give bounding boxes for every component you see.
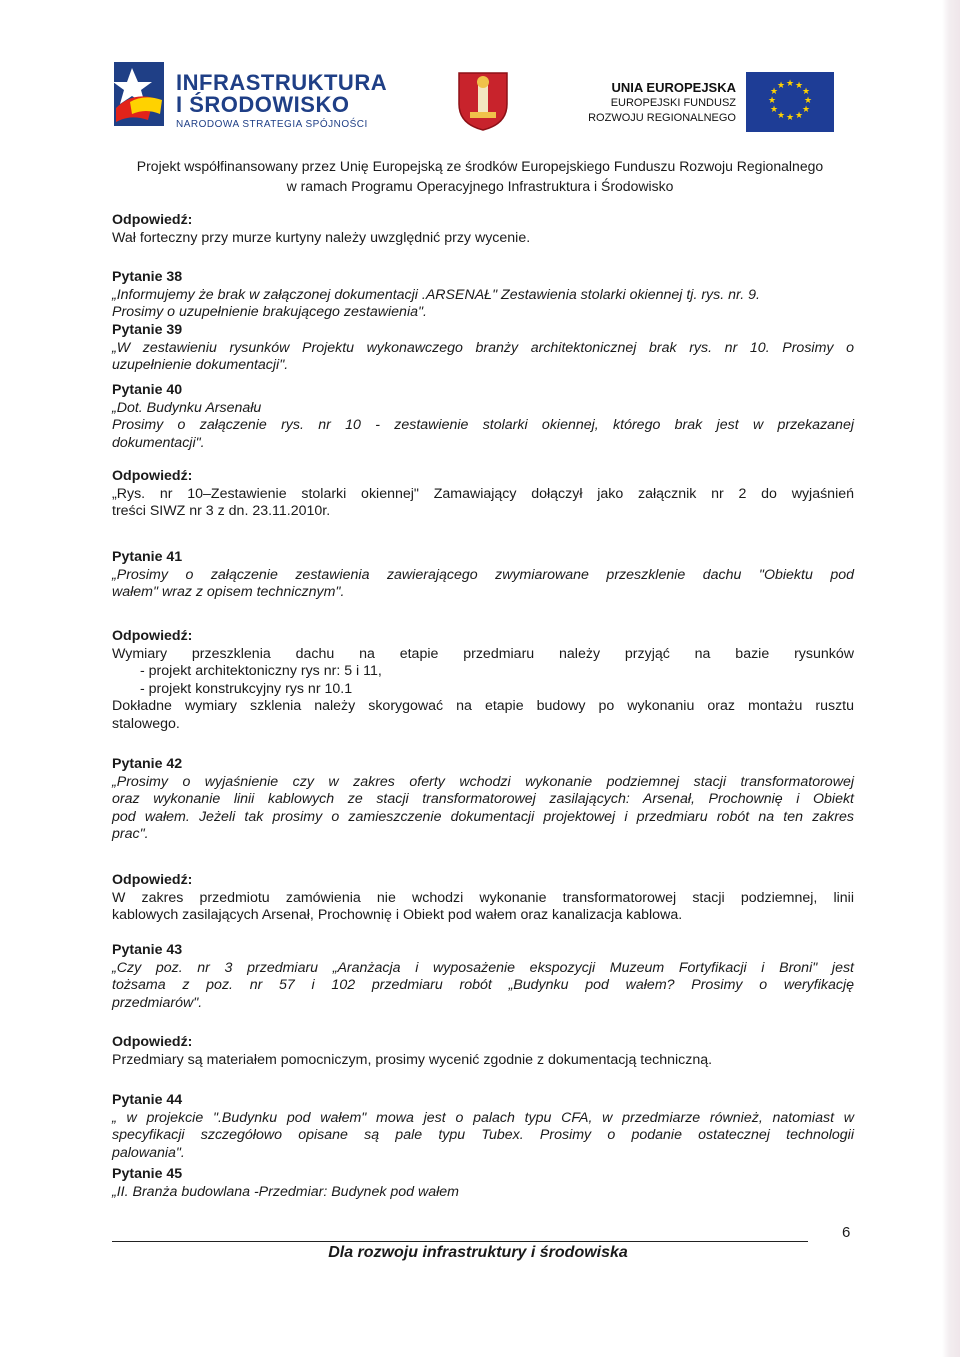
question-text: „W zestawieniu rysunków Projektu wykonawczego branży architektonicznej brak rys. nr 10. Prosimy o: [112, 339, 854, 356]
question-43: [112, 942, 854, 1012]
answer-text: Dokładne wymiary szklenia należy skorygować na etapie budowy po wykonaniu oraz montażu rusztu: [112, 698, 854, 714]
answer-heading: Odpowiedź:: [112, 1034, 193, 1050]
eu-flag-icon: [746, 72, 834, 132]
page-edge-shadow: [942, 0, 960, 1357]
answer-block: [112, 468, 854, 521]
question-41: [112, 549, 854, 602]
answer-block: [112, 212, 854, 247]
question-text: wałem" wraz z opisem technicznym".: [112, 584, 345, 600]
question-text: pod wałem. Jeżeli tak prosimy o zamieszczenie dokumentacji projektowej i przedmiaru robót na ten zakres: [112, 808, 854, 825]
question-heading: Pytanie 43: [112, 942, 183, 958]
answer-block: [112, 1034, 854, 1069]
question-heading: Pytanie 44: [112, 1092, 183, 1108]
question-40: [112, 382, 854, 452]
svg-text:★: ★: [794, 81, 804, 91]
svg-text:★: ★: [769, 105, 779, 115]
city-crest-icon: [456, 70, 510, 132]
eu-fund-line1: EUROPEJSKI FUNDUSZ: [610, 97, 736, 109]
answer-heading: Odpowiedź:: [112, 628, 193, 644]
question-text: tożsama z poz. nr 57 i 102 przedmiaru robót „Budynku pod wałem? Prosimy o weryfikację: [112, 977, 854, 993]
svg-text:★: ★: [801, 87, 811, 97]
question-heading: Pytanie 42: [112, 756, 183, 772]
question-heading: Pytanie 45: [112, 1166, 183, 1182]
answer-text: Wał forteczny przy murze kurtyny należy uwzględnić przy wycenie.: [112, 229, 531, 246]
footer-slogan: Dla rozwoju infrastruktury i środowiska: [328, 1244, 628, 1261]
question-heading: Pytanie 40: [112, 382, 183, 398]
question-text: „Prosimy o załączenie zestawienia zawierającego zwymiarowane przeszklenie dachu "Obiektu pod: [112, 566, 854, 583]
svg-text:★: ★: [794, 111, 804, 121]
ifs-title-line1: INFRASTRUKTURA: [176, 70, 388, 95]
question-text: „II. Branża budowlana -Przedmiar: Budynek pod wałem: [112, 1183, 459, 1200]
svg-text:★: ★: [803, 96, 813, 106]
question-text: „Informujemy że brak w załączonej dokumentacji .ARSENAŁ" Zestawienia stolarki okiennej tj. rys. nr. 9.: [112, 286, 760, 303]
svg-text:★: ★: [801, 105, 811, 115]
svg-text:★: ★: [776, 81, 786, 91]
question-text: specyfikacji szczegółowo opisane są pale typu Tubex. Prosimy o podanie ostatecznej technologii: [112, 1127, 854, 1143]
question-text: „Dot. Budynku Arsenału: [112, 399, 262, 416]
eu-title: UNIA EUROPEJSKA: [611, 80, 736, 95]
question-text: przedmiarów".: [112, 994, 203, 1011]
answer-heading: Odpowiedź:: [112, 468, 193, 484]
question-44: [112, 1092, 854, 1162]
question-39: [112, 322, 854, 375]
answer-block: [112, 872, 854, 925]
question-text: Prosimy o uzupełnienie brakującego zestawienia".: [112, 304, 427, 320]
question-text: oraz wykonanie linii kablowych ze stacji transformatorowej zasilających: Arsenał, Prochownię i Obiekt: [112, 791, 854, 807]
answer-text: treści SIWZ nr 3 z dn. 23.11.2010r.: [112, 503, 331, 519]
page-header: [0, 0, 960, 200]
answer-list-item: - projekt konstrukcyjny rys nr 10.1: [140, 680, 353, 697]
footer-rule: [112, 1241, 808, 1242]
answer-heading: Odpowiedź:: [112, 872, 193, 888]
ifs-subtitle: NARODOWA STRATEGIA SPÓJNOŚCI: [176, 119, 368, 130]
question-heading: Pytanie 39: [112, 322, 183, 338]
question-42: [112, 756, 854, 844]
question-38: [112, 269, 854, 322]
question-text: „Czy poz. nr 3 przedmiaru „Aranżacja i wyposażenie ekspozycji Muzeum Fortyfikacji i Broni" jest: [112, 959, 854, 976]
answer-text: „Rys. nr 10–Zestawienie stolarki okiennej" Zamawiający dołączył jako załącznik nr 2 do wyjaśnień: [112, 485, 854, 502]
answer-text: W zakres przedmiotu zamówienia nie wchodzi wykonanie transformatorowej stacji podziemnej, linii: [112, 889, 854, 906]
ifs-title-line2: I ŚRODOWISKO: [176, 92, 350, 117]
question-heading: Pytanie 38: [112, 269, 183, 285]
project-note-line1: Projekt współfinansowany przez Unię Europejską ze środków Europejskiego Funduszu Rozwoju Regionalnego: [136, 158, 824, 174]
svg-text:★: ★: [785, 79, 795, 89]
project-cofinancing-note: [0, 156, 960, 196]
eu-fund-line2: ROZWOJU REGIONALNEGO: [588, 112, 736, 124]
answer-block: [112, 628, 854, 733]
question-text: palowania".: [112, 1144, 185, 1161]
answer-text: stalowego.: [112, 715, 180, 732]
question-text: uzupełnienie dokumentacji".: [112, 357, 289, 373]
svg-text:★: ★: [776, 111, 786, 121]
answer-text: Wymiary przeszklenia dachu na etapie przedmiaru należy przyjąć na bazie rysunków: [112, 645, 854, 662]
question-text: „Prosimy o wyjaśnienie czy w zakres oferty wchodzi wykonanie podziemnej stacji transformatorowej: [112, 773, 854, 790]
question-heading: Pytanie 41: [112, 549, 183, 565]
project-note-line2: w ramach Programu Operacyjnego Infrastruktura i Środowisko: [286, 178, 674, 194]
page-number: 6: [842, 1224, 851, 1241]
eu-wordmark: [560, 80, 736, 126]
question-text: Prosimy o załączenie rys. nr 10 - zestawienie stolarki okiennej, którego brak jest w przekazanej: [112, 417, 854, 433]
answer-list-item: - projekt architektoniczny rys nr: 5 i 11,: [140, 663, 382, 679]
answer-text: Przedmiary są materiałem pomocniczym, prosimy wycenić zgodnie z dokumentacją techniczną.: [112, 1051, 713, 1068]
question-45: [112, 1166, 854, 1201]
question-text: dokumentacji".: [112, 434, 205, 451]
infrastruktura-wordmark: [176, 72, 387, 134]
svg-text:★: ★: [785, 113, 795, 123]
infrastruktura-logo-icon: [108, 58, 170, 130]
svg-text:★: ★: [767, 96, 777, 106]
question-text: prac".: [112, 826, 149, 842]
answer-heading: Odpowiedź:: [112, 212, 193, 228]
question-text: „ w projekcie ".Budynku pod wałem" mowa jest o palach typu CFA, w przedmiarze również, natomiast w: [112, 1109, 854, 1126]
answer-text: kablowych zasilających Arsenał, Prochownię i Obiekt pod wałem oraz kanalizacja kablowa.: [112, 907, 683, 923]
svg-text:★: ★: [769, 87, 779, 97]
